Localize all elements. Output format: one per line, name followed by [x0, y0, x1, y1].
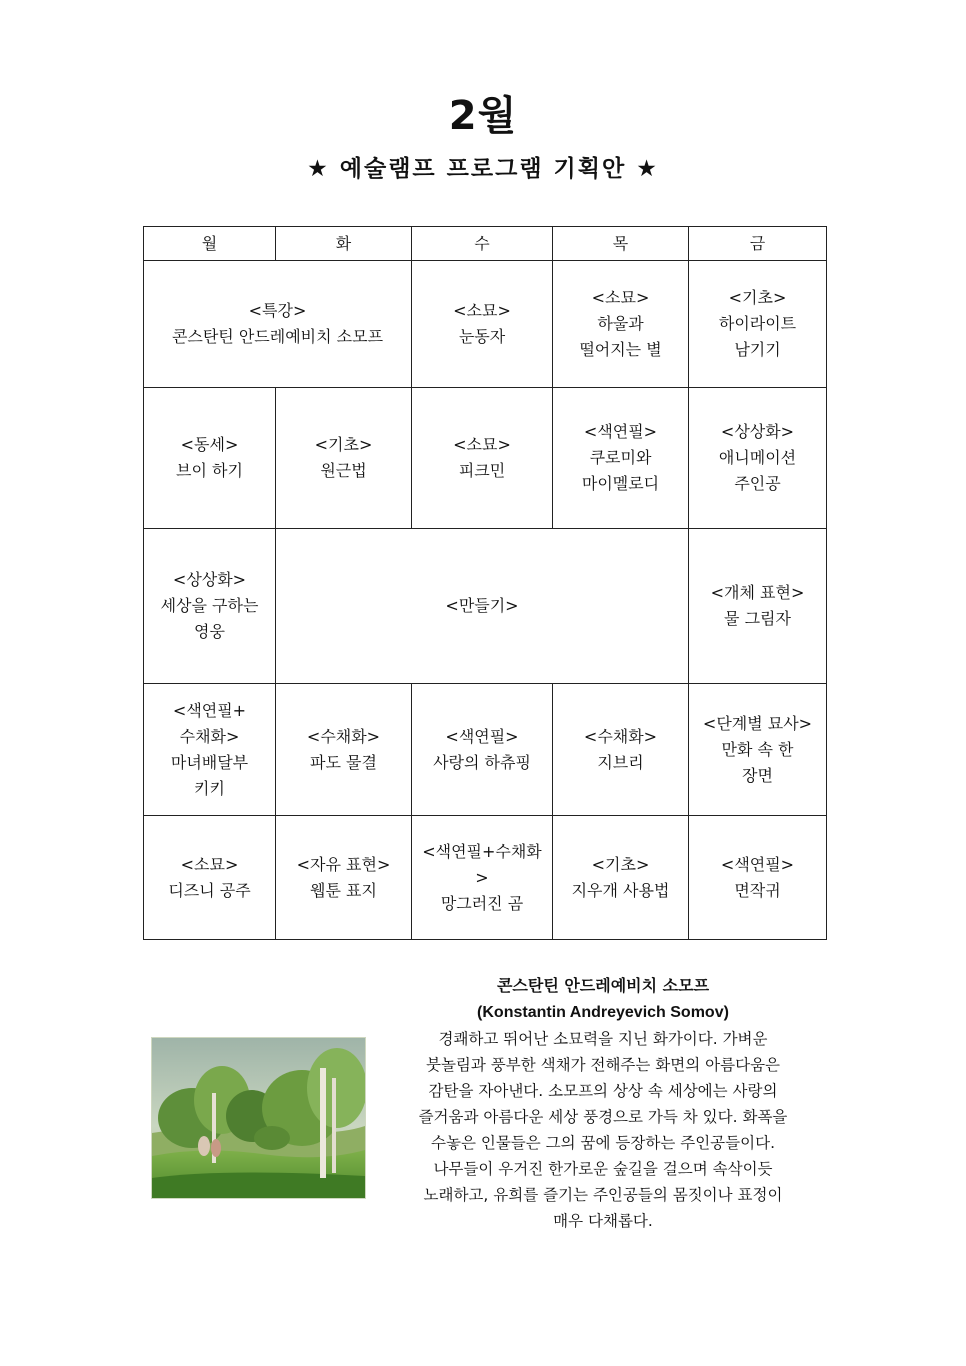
schedule-cell: [276, 816, 412, 940]
schedule-table: [143, 226, 827, 940]
class-topic-line: 주인공: [734, 474, 781, 493]
class-topic-line: 브이 하기: [176, 461, 243, 480]
class-category: <특강>: [248, 301, 307, 320]
schedule-cell: [144, 388, 276, 529]
schedule-cell: [412, 816, 553, 940]
class-topic-line: >: [475, 867, 489, 887]
description-line: 노래하고, 유희를 즐기는 주인공들의 몸짓이나 표정이: [423, 1186, 783, 1204]
class-topic-line: 마녀배달부: [170, 752, 249, 772]
class-topic-line: 장면: [742, 765, 773, 785]
schedule-cell: [144, 261, 412, 388]
class-category: <색연필>: [583, 422, 658, 441]
class-category: <기초>: [728, 288, 787, 307]
schedule-cell: [689, 684, 827, 816]
class-category: <상상화>: [720, 422, 795, 441]
artist-bio: [388, 972, 818, 1234]
class-topic-line: 떨어지는 별: [579, 340, 662, 359]
description-line: 매우 다채롭다.: [553, 1212, 653, 1230]
day-header-fri: 금: [689, 227, 827, 261]
artist-name-en: (Konstantin Andreyevich Somov): [477, 1004, 729, 1021]
class-topic-line: 만화 속 한: [721, 739, 794, 759]
class-category: <색연필>: [445, 726, 519, 746]
class-topic-line: 웹툰 표지: [310, 880, 377, 900]
class-topic-line: 지우개 사용법: [571, 880, 670, 900]
page-title: 2월: [448, 93, 518, 139]
somov-landscape-painting: [151, 1037, 366, 1199]
artist-description: [388, 1026, 818, 1234]
schedule-cell: [144, 684, 276, 816]
schedule-cell: [144, 816, 276, 940]
description-line: 경쾌하고 뛰어난 소묘력을 지닌 화가이다. 가벼운: [438, 1030, 768, 1048]
week-row-5: [144, 816, 827, 940]
class-topic-line: 하울과: [597, 314, 644, 333]
class-category: <소묘>: [180, 854, 239, 874]
description-line: 나무들이 우거진 한가로운 숲길을 걸으며 속삭이듯: [433, 1160, 773, 1178]
class-topic-line: 수채화>: [179, 726, 240, 746]
class-topic-line: 애니메이션: [718, 448, 797, 467]
class-topic-line: 남기기: [734, 340, 781, 359]
schedule-cell: [412, 261, 553, 388]
class-topic-line: 피크민: [458, 461, 506, 480]
class-topic-line: 물 그림자: [724, 609, 791, 628]
schedule-cell: [553, 816, 689, 940]
day-header-mon: 월: [144, 227, 276, 261]
class-category: <기초>: [314, 435, 373, 454]
class-category: <소묘>: [453, 301, 511, 320]
class-topic-line: 눈동자: [458, 327, 506, 346]
schedule-cell: [553, 388, 689, 529]
day-header-tue: 화: [276, 227, 412, 261]
class-topic-line: 콘스탄틴 안드레예비치 소모프: [171, 327, 384, 346]
week-row-1: [144, 261, 827, 388]
class-category: <수채화>: [306, 726, 381, 746]
description-line: 수놓은 인물들은 그의 꿈에 등장하는 주인공들이다.: [431, 1134, 775, 1152]
weekday-header-row: [144, 227, 827, 261]
class-topic-line: 마이멜로디: [581, 474, 660, 493]
class-category: <자유 표현>: [296, 854, 391, 874]
schedule-cell: [412, 684, 553, 816]
page-subtitle: ★ 예술램프 프로그램 기획안 ★: [307, 156, 659, 182]
class-topic-line: 원근법: [320, 461, 367, 480]
class-category: <단계별 묘사>: [702, 713, 813, 733]
class-topic-line: 쿠로미와: [589, 448, 652, 467]
class-category: <색연필+: [172, 700, 247, 720]
class-topic-line: 세상을 구하는: [160, 596, 259, 615]
class-topic-line: 지브리: [597, 752, 644, 772]
day-header-wed: 수: [412, 227, 553, 261]
day-header-thu: 목: [553, 227, 689, 261]
class-topic-line: 사랑의 하츄핑: [433, 752, 531, 772]
schedule-cell: [689, 388, 827, 529]
class-category: <색연필>: [720, 854, 795, 874]
schedule-cell: [553, 261, 689, 388]
class-topic-line: 망그러진 곰: [440, 893, 524, 913]
class-category: <소묘>: [591, 288, 650, 307]
schedule-cell: [144, 529, 276, 684]
class-topic-line: 하이라이트: [718, 314, 797, 333]
class-topic-line: 파도 물결: [310, 752, 377, 772]
description-line: 감탄을 자아낸다. 소모프의 상상 속 세상에는 사랑의: [428, 1082, 778, 1100]
schedule-cell: [689, 529, 827, 684]
class-category: <동세>: [180, 435, 239, 454]
class-category: <개체 표현>: [710, 583, 805, 602]
description-line: 붓놀림과 풍부한 색채가 전해주는 화면의 아름다움은: [425, 1056, 781, 1074]
class-category: <기초>: [591, 854, 650, 874]
artist-name-ko: 콘스탄틴 안드레예비치 소모프: [496, 976, 710, 995]
schedule-cell: [276, 388, 412, 529]
description-line: 즐거움과 아름다운 세상 풍경으로 가득 차 있다. 화폭을: [418, 1108, 788, 1126]
schedule-cell: [276, 529, 689, 684]
week-row-4: [144, 684, 827, 816]
class-topic-line: 디즈니 공주: [168, 880, 251, 900]
class-category: <수채화>: [583, 726, 658, 746]
week-row-3: [144, 529, 827, 684]
schedule-cell: [689, 261, 827, 388]
schedule-cell: [689, 816, 827, 940]
class-topic-line: 영웅: [194, 622, 225, 641]
class-category: <색연필+수채화: [422, 841, 542, 861]
class-category: <상상화>: [172, 570, 247, 589]
week-row-2: [144, 388, 827, 529]
class-topic-line: 키키: [194, 778, 225, 798]
class-topic-line: 면작귀: [734, 880, 781, 900]
class-category: <소묘>: [453, 435, 511, 454]
schedule-cell: [276, 684, 412, 816]
class-category: <만들기>: [445, 596, 519, 615]
schedule-cell: [412, 388, 553, 529]
schedule-cell: [553, 684, 689, 816]
